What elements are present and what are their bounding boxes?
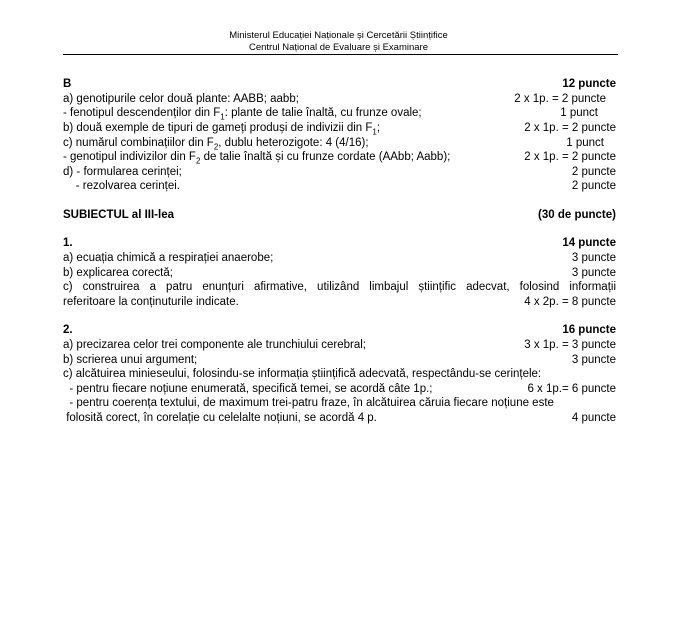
scoring-row: folosită corect, în corelație cu celelalte noțiuni, se acordă 4 p. 4 puncte	[63, 412, 616, 424]
scoring-row: - fenotipul descendenților din $F_1$: plante de talie înaltă, cu frunze ovale; 1 punct	[63, 107, 598, 122]
scoring-row: b) scrierea unui argument; 3 puncte	[63, 354, 616, 366]
scoring-row: referitoare la conținuturile indicate. 4 x 2p. = 8 puncte	[63, 296, 616, 308]
scoring-row: a) precizarea celor trei componente ale trunchiului cerebral; 3 x 1p. = 3 puncte	[63, 339, 616, 351]
page-header	[0, 30, 677, 54]
item-2-heading: 2. 16 puncte	[63, 324, 616, 336]
ministry-name: Ministerul Educației Naționale și Cercetării Științifice	[229, 30, 448, 41]
scoring-row: c) alcătuirea minieseului, folosindu-se informația științifică adecvată, respectându-se cerințele:	[63, 368, 542, 380]
header-divider	[63, 54, 618, 55]
scoring-row: - genotipul indivizilor din $F_2$ de talie înaltă și cu frunze cordate (AAbb; Aabb); 2 x 1p. = 2 puncte	[63, 151, 616, 166]
scoring-row: c) construirea a patru enunțuri afirmative, utilizând limbajul științific adecvat, folosind informații	[63, 281, 616, 293]
scoring-row: - rezolvarea cerinței. 2 puncte	[63, 180, 616, 192]
scoring-row: a) genotipurile celor două plante: AABB; aabb; 2 x 1p. = 2 puncte	[63, 93, 606, 105]
scoring-row: d) - formularea cerinței; 2 puncte	[63, 166, 616, 178]
scoring-row: a) ecuația chimică a respirației anaerobe; 3 puncte	[63, 252, 616, 264]
section-b-heading: B 12 puncte	[63, 78, 616, 90]
scoring-row: - pentru fiecare noțiune enumerată, specifică temei, se acordă câte 1p.; 6 x 1p.= 6 puncte	[63, 383, 616, 395]
scoring-row: b) două exemple de tipuri de gameți produși de indivizii din $F_1$; 2 x 1p. = 2 puncte	[63, 122, 616, 137]
scoring-row: c) numărul combinațiilor din $F_2$, dublu heterozigote: 4 (4/16); 1 punct	[63, 137, 604, 152]
center-name: Centrul Național de Evaluare și Examinare	[248, 42, 428, 53]
scoring-row: - pentru coerența textului, de maximum trei-patru fraze, în alcătuirea căruia fiecare noțiune este	[63, 397, 554, 409]
scoring-row: b) explicarea corectă; 3 puncte	[63, 267, 616, 279]
item-1-heading: 1. 14 puncte	[63, 237, 616, 249]
subject-3-heading: SUBIECTUL al III-lea (30 de puncte)	[63, 209, 616, 221]
